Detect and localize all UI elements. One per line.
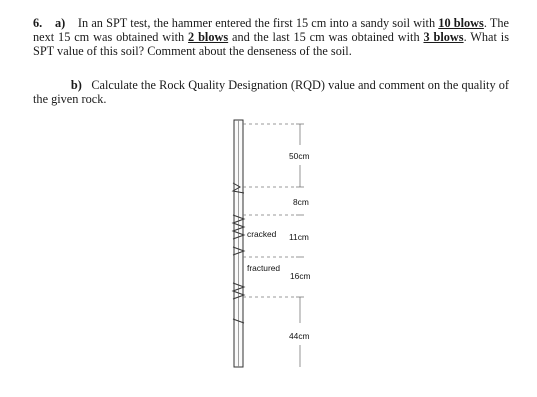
part-a-text-4: . What is SPT value of this soil? Comment about the denseness of the soil. <box>33 30 510 58</box>
label-piece-1: 50cm <box>289 151 310 161</box>
label-fractured: fractured <box>247 263 281 273</box>
part-a-label: a) <box>54 16 66 30</box>
core-labels <box>247 151 311 341</box>
part-a-text-1: In an SPT test, the hammer entered the first 15 cm into a sandy soil with <box>77 16 439 30</box>
part-a-text-2: . The next 15 cm was obtained with <box>33 16 509 44</box>
label-piece-3: 11cm <box>289 232 309 242</box>
part-a-text-3: and the last 15 cm was obtained with <box>228 30 424 44</box>
part-a-blows-3: 3 blows <box>423 30 464 44</box>
core-sample <box>233 120 244 367</box>
part-a-blows-1: 10 blows <box>438 16 484 30</box>
label-piece-4: 16cm <box>290 271 311 281</box>
question-number: 6. <box>33 16 43 30</box>
label-piece-5: 44cm <box>289 331 310 341</box>
label-piece-2: 8cm <box>293 197 309 207</box>
part-a-blows-2: 2 blows <box>188 30 229 44</box>
part-b-text: Calculate the Rock Quality Designation (RQD) value and comment on the quality of the given rock. <box>33 78 509 106</box>
label-cracked: cracked <box>247 229 277 239</box>
part-b-label: b) <box>70 78 82 92</box>
